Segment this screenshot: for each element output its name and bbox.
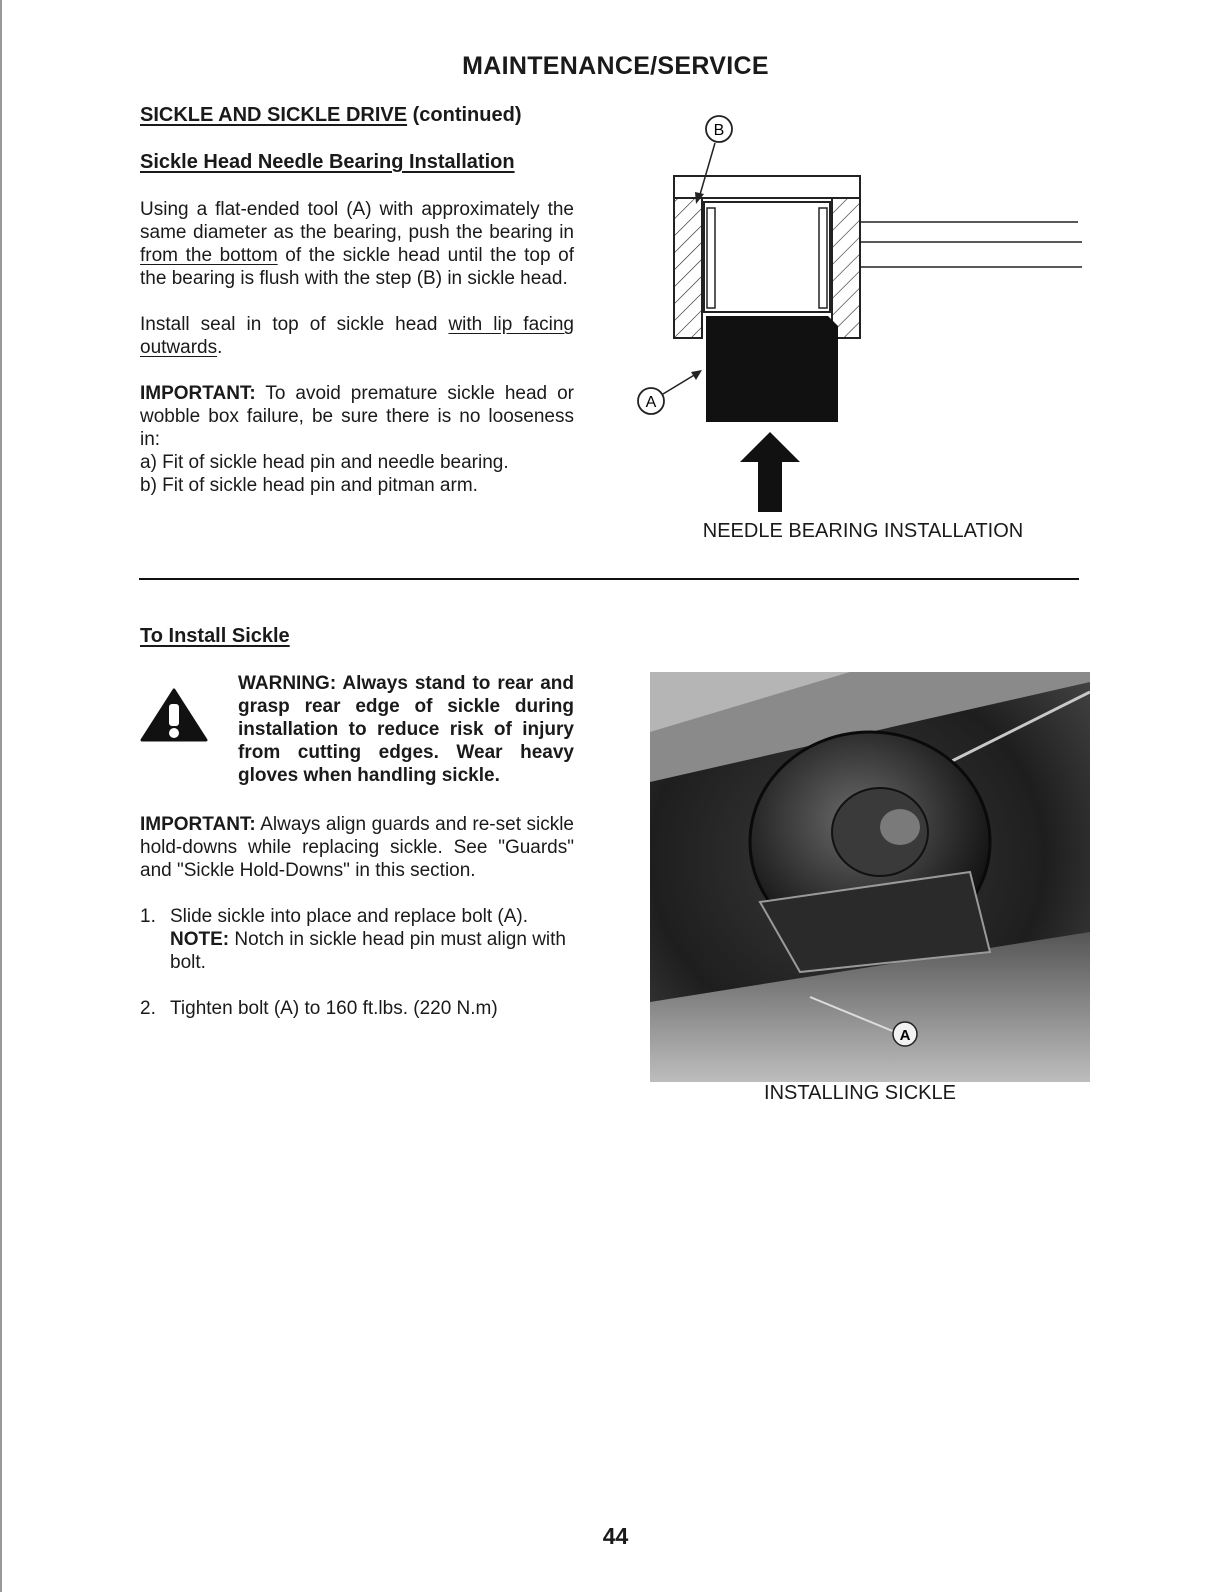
page-edge xyxy=(0,0,2,1592)
needle-bearing xyxy=(704,202,830,312)
bearing-subheading: Sickle Head Needle Bearing Installation xyxy=(140,151,515,173)
step-text: Tighten bolt (A) to 160 ft.lbs. (220 N.m) xyxy=(170,998,498,1019)
install-important-label: IMPORTANT: xyxy=(140,814,256,835)
para1-text: Using a flat-ended tool (A) with approximately the same diameter as the bearing, push the bearing in xyxy=(140,199,574,243)
instruction-paragraph-1 xyxy=(140,198,574,290)
bearing-figure-caption: NEEDLE BEARING INSTALLATION xyxy=(702,520,1024,542)
important-notice xyxy=(140,382,574,451)
para2-text-end: . xyxy=(217,337,223,358)
note-text: Notch in sickle head pin must align with bolt. xyxy=(170,929,566,973)
photo-label-a: A xyxy=(899,1027,911,1044)
needle-bearing-diagram xyxy=(630,110,1090,530)
label-b: B xyxy=(713,122,725,139)
list-item xyxy=(140,997,574,1020)
bearing-instructions xyxy=(140,198,574,497)
section-heading-title: SICKLE AND SICKLE DRIVE xyxy=(140,104,408,126)
para1-underlined: from the bottom xyxy=(140,245,278,266)
step-number: 1. xyxy=(140,906,156,927)
section-heading xyxy=(140,104,522,127)
para2-underlined: with lip facing outwards xyxy=(140,314,574,358)
instruction-paragraph-2 xyxy=(140,313,574,359)
important-text: To avoid premature sickle head or wobble box failure, be sure there is no looseness in: xyxy=(140,383,574,450)
install-photo-caption: INSTALLING SICKLE xyxy=(764,1082,956,1104)
step-text: Slide sickle into place and replace bolt (A). xyxy=(170,906,529,927)
para2-text: Install seal in top of sickle head xyxy=(140,314,449,335)
install-important-text: Always align guards and re-set sickle hold-downs while replacing sickle. See "Guards" and "Sickle Hold-Downs" in this section. xyxy=(140,814,574,881)
page-number: 44 xyxy=(602,1523,629,1549)
installing-sickle-photo xyxy=(650,672,1090,1082)
important-label: IMPORTANT: xyxy=(140,383,256,404)
right-wall xyxy=(832,198,860,338)
list-item xyxy=(140,905,574,974)
step-number: 2. xyxy=(140,998,156,1019)
warning-text: WARNING: Always stand to rear and grasp rear edge of sickle during installation to reduce risk of injury from cutting edges. Wear heavy gloves when handling sickle. xyxy=(238,673,574,786)
left-wall xyxy=(674,198,702,338)
warning-icon xyxy=(140,688,208,744)
install-steps xyxy=(140,905,574,1043)
push-direction-arrow xyxy=(740,432,800,512)
label-a: A xyxy=(645,394,657,411)
para1-text-end: of the sickle head until the top of the bearing is flush with the step (B) in sickle head. xyxy=(140,245,574,289)
section-heading-suffix: (continued) xyxy=(412,104,522,126)
important-item-b: b) Fit of sickle head pin and pitman arm. xyxy=(140,475,478,496)
important-item-a: a) Fit of sickle head pin and needle bearing. xyxy=(140,452,509,473)
section-divider xyxy=(139,578,1079,580)
install-sickle-heading: To Install Sickle xyxy=(140,625,290,647)
note-label: NOTE: xyxy=(170,929,230,950)
install-important-notice xyxy=(140,813,574,882)
page-title: MAINTENANCE/SERVICE xyxy=(462,52,769,80)
flat-ended-tool xyxy=(706,316,838,422)
